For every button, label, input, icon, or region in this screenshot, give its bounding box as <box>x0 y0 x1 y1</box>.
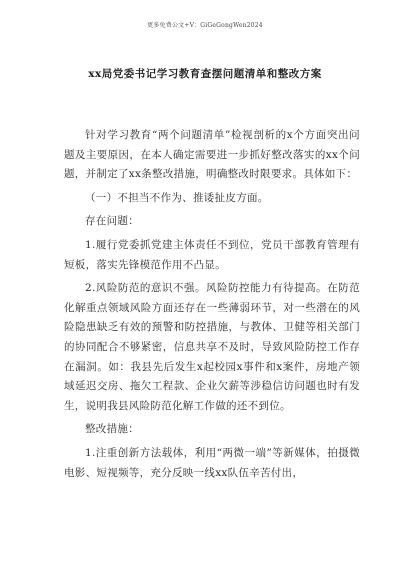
problem-item: 2.风险防范的意识不强。风险防控能力有待提高。在防范化解重点领域风险方面还存在一些薄弱环节，对一些潜在的风险隐患缺乏有效的预警和防控措施，与教体、卫健等相关部门的协同配合不够紧密，信息共享不及时，导致风险防控工作存在漏洞。如：我县先后发生x起校园x事件和x案件，房地产领域延迟交房、拖欠工程款、企业欠薪等涉稳信访问题也时有发生，说明我县风险防范化解工作做的还不到位。 <box>64 282 360 412</box>
section-heading: （一）不担当不作为、推诿扯皮方面。 <box>85 191 269 204</box>
measure-item: 1.注重创新方法载体，利用“两微一端”等新媒体，拍摄微电影、短视频等，充分反映一线xx队伍辛苦付出， <box>64 446 360 479</box>
document-body <box>64 126 360 483</box>
header-note: 更多免费公文+V：GiGeGongWen2024 <box>147 22 263 29</box>
problem-item: 1.履行党委抓党建主体责任不到位，党员干部教育管理有短板，落实先锋模范作用不凸显。 <box>64 238 360 271</box>
intro-paragraph: 针对学习教育“两个问题清单”检视剖析的x个方面突出问题及主要原因，在本人确定需要进一步抓好整改落实的xx个问题，并制定了xx条整改措施，明确整改时限要求。具体如下： <box>64 129 360 181</box>
measures-label: 整改措施： <box>85 423 139 436</box>
problems-label: 存在问题： <box>85 215 139 228</box>
document-title: xx局党委书记学习教育查摆问题清单和整改方案 <box>88 68 322 80</box>
